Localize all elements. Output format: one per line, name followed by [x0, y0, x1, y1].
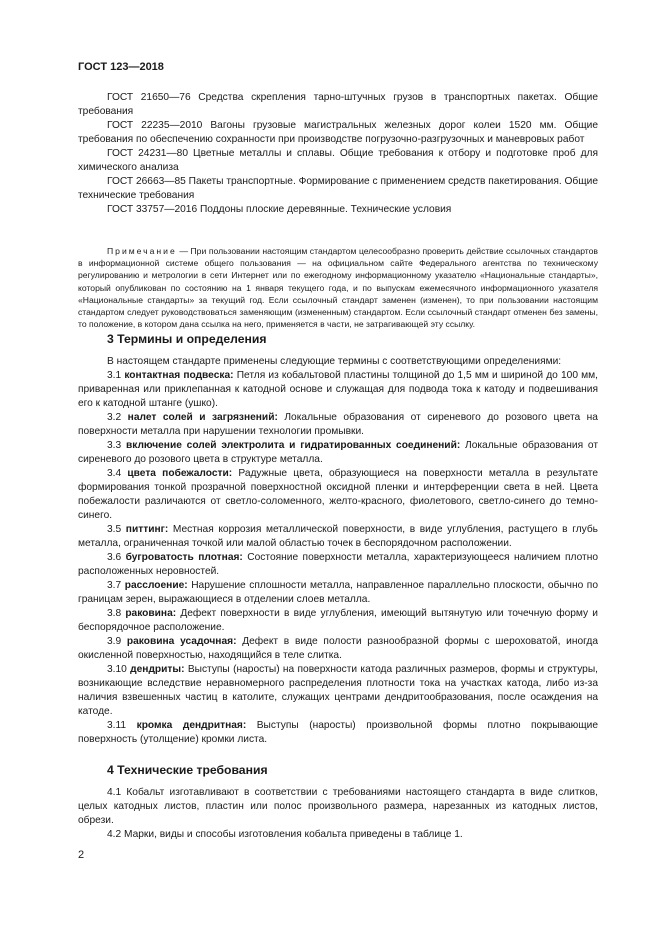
note-block [78, 245, 598, 330]
term-definition: 3.2 налет солей и загрязнений: Локальные образования от сиреневого до розового цвета на поверхности металла при нарушении технологии промывки. [78, 412, 598, 437]
note-label: Примечание [107, 246, 177, 256]
reference-item: ГОСТ 33757—2016 Поддоны плоские деревянные. Технические условия [107, 204, 452, 215]
section-3-title: 3 Термины и определения [107, 332, 267, 346]
term-definition: 3.11 кромка дендритная: Выступы (наросты) произвольной формы плотно покрывающие поверхность (утолщение) кромки листа. [78, 720, 598, 745]
reference-item: ГОСТ 24231—80 Цветные металлы и сплавы. Общие требования к отбору и подготовке проб для химического анализа [78, 148, 598, 173]
section-3-body [78, 355, 598, 747]
section-4-title: 4 Технические требования [107, 763, 268, 777]
reference-item: ГОСТ 21650—76 Средства скрепления тарно-штучных грузов в транспортных пакетах. Общие требования [78, 92, 598, 117]
reference-item: ГОСТ 22235—2010 Вагоны грузовые магистральных железных дорог колеи 1520 мм. Общие требования по обеспечению сохранности при производстве погрузочно-разгрузочных и маневровых работ [78, 120, 598, 145]
term-definition: 3.7 расслоение: Нарушение сплошности металла, направленное параллельно плоскости, обычно по границам зерен, выражающиеся в отделении слоев металла. [78, 580, 598, 605]
term-definition: 3.6 бугроватость плотная: Состояние поверхности металла, характеризующееся наличием плотно расположенных неровностей. [78, 552, 598, 577]
reference-item: ГОСТ 26663—85 Пакеты транспортные. Формирование с применением средств пакетирования. Общие технические требования [78, 176, 598, 201]
term-definition: 3.10 дендриты: Выступы (наросты) на поверхности катода различных размеров, формы и структуры, возникающие вследствие неравномерного распределения плотности тока на участках катода, либо из-за наличия взвешенных частиц в католите, служащих центрами дендритообразования, после осаждения на катоде. [78, 664, 598, 717]
page-header: ГОСТ 123—2018 [78, 61, 164, 73]
term-definition: 3.8 раковина: Дефект поверхности в виде углубления, имеющий вытянутую или точечную форму и беспорядочное расположение. [78, 608, 598, 633]
requirement-item: 4.1 Кобальт изготавливают в соответствии с требованиями настоящего стандарта в виде слитков, целых катодных листов, пластин или полос произвольного размера, нарезанных из катодных листов, обрези. [78, 787, 598, 826]
section-4-body [78, 786, 598, 842]
requirement-item: 4.2 Марки, виды и способы изготовления кобальта приведены в таблице 1. [107, 829, 463, 840]
term-definition: 3.1 контактная подвеска: Петля из кобальтовой пластины толщиной до 1,5 мм и шириной до 100 мм, приваренная или приклепанная к катодной основе и служащая для подвода тока к катоду и подвешивания его к катодной штанге (ушко). [78, 370, 598, 409]
note-text: — При пользовании настоящим стандартом целесообразно проверить действие ссылочных стандартов в информационной системе общего пользования — на официальном сайте Федерального агентства по техническому регулированию и метрологии в сети Интернет или по ежегодному информационному указателю «Национальные стандарты», который опубликован по состоянию на 1 января текущего года, и по выпускам ежемесячного информационного указателя «Национальные стандарты» за текущий год. Если ссылочный стандарт заменен (изменен), то при пользовании настоящим стандартом следует руководствоваться заменяющим (измененным) стандартом. Если ссылочный стандарт отменен без замены, то положение, в котором дана ссылка на него, применяется в части, не затрагивающей эту ссылку. [78, 246, 598, 330]
term-definition: 3.9 раковина усадочная: Дефект в виде полости разнообразной формы с шероховатой, иногда окисленной поверхностью, находящийся в теле слитка. [78, 636, 599, 661]
page-number: 2 [78, 849, 85, 861]
references-list [78, 91, 598, 217]
section-intro: В настоящем стандарте применены следующие термины с соответствующими определениями: [107, 356, 562, 367]
term-definition: 3.3 включение солей электролита и гидратированных соединений: Локальные образования от сиреневого до розового цвета в структуре металла. [78, 440, 598, 465]
term-definition: 3.5 питтинг: Местная коррозия металлической поверхности, в виде углубления, растущего в глубь металла, ограниченная точкой или малой областью точек в беспорядочном расположении. [78, 524, 598, 549]
term-definition: 3.4 цвета побежалости: Радужные цвета, образующиеся на поверхности металла в результате формирования тонкой прозрачной поверхностной оксидной пленки и интерференции света в ней. Цвета побежалости различаются от светло-соломенного, желто-красного, фиолетового, светло-синего до темно-синего. [78, 468, 599, 521]
